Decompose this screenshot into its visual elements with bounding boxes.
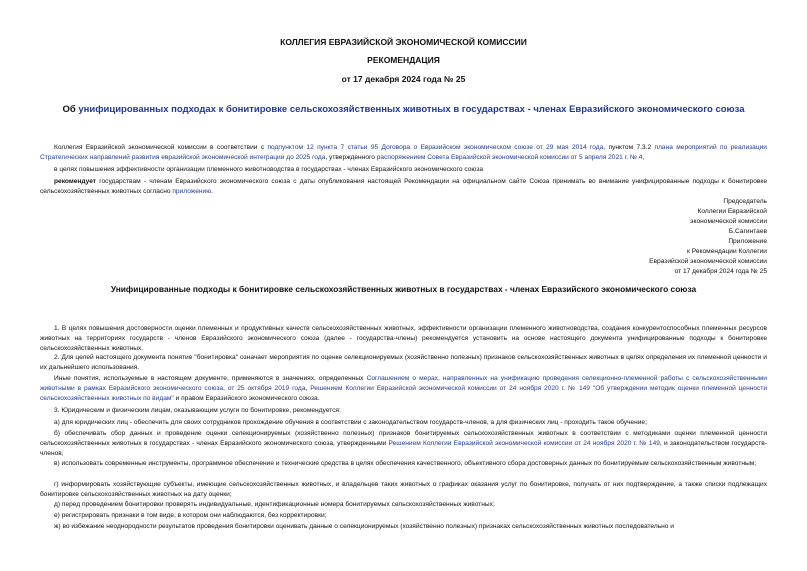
recommends-keyword: рекомендует <box>54 178 97 185</box>
title-prefix: Об <box>62 104 79 115</box>
section-1: 1. В целях повышения достоверности оценки племенных и продуктивных качеств сельскохозяйственных животных, эффективности организации племенного животноводства, создания конкурентоспособных племенных ресурсов животных на территориях государств - членов Евразийского экономического союза (далее - государства-члены) рекомендуется установить на основе настоящего документа унифицированные подходы к бонитировке сельскохозяйственных животных. <box>40 325 767 352</box>
text: , утвержденного <box>325 154 377 161</box>
text: и правом Евразийского экономического союза. <box>173 395 320 402</box>
doc-title <box>0 104 807 115</box>
link-plan[interactable]: плана мероприятий по реализации Стратегических направлений развития евразийской экономической интеграции до 2025 года <box>40 144 767 161</box>
item-b <box>40 429 767 459</box>
intro-paragraph-2: в целях повышения эффективности организации племенного животноводства в государствах - членах Евразийского экономического союза <box>54 166 484 173</box>
item-zh: ж) во избежание неоднородности результатов проведения бонитировки оценивать данные о селекционируемых (хозяйственно полезных) признаках сельскохозяйственных животных последовательно и <box>54 523 674 530</box>
text: , и законодательством государств-членов; <box>40 440 767 457</box>
item-v: в) использовать современные инструменты, программное обеспечение и технические средства в целях обеспечения качественного, объективного сбора достоверных данных по бонитируемым сельскохозяйственным животным; <box>54 460 757 467</box>
doc-date-number: от 17 декабря 2024 года № 25 <box>341 74 466 84</box>
link-treaty[interactable]: подпунктом 12 пункта 7 статьи 95 Договора о Евразийском экономическом союзе от 29 мая 2014 года <box>267 144 604 151</box>
section-2: 2. Для целей настоящего документа понятие "бонитировка" означает мероприятия по оценке селекционируемых (хозяйственно полезных) признаков сельскохозяйственных животных в целях определения их племенной ценности и их дальнейшего использования. <box>40 354 767 371</box>
doc-type: РЕКОМЕНДАЦИЯ <box>367 55 440 65</box>
signature-line: Председатель <box>723 198 767 205</box>
signature-line: Коллегии Евразийской <box>697 208 767 215</box>
appendix-line: Приложение <box>728 238 767 245</box>
item-g: г) информировать хозяйствующие субъекты, имеющие сельскохозяйственных животных, и владельцев таких животных о графиках оказания услуг по бонитировке, получать от них подтверждение, а также списки подлежащих бонитировке сельскохозяйственных животных на дату оценки; <box>40 481 767 498</box>
appendix-line: к Рекомендации Коллегии <box>687 248 767 255</box>
intro-paragraph-1 <box>40 143 767 163</box>
signature-line: экономической комиссии <box>690 218 767 225</box>
text: , <box>642 154 645 161</box>
text: , пунктом 7.3.2 <box>603 144 655 151</box>
link-agreement[interactable]: Соглашением о мерах, направленных на унификацию проведения селекционно-племенной работы с сельскохозяйственными животными в рамках Евразийского экономического союза, от 25 октября 2019 года <box>40 375 767 392</box>
signature-line: Б.Сагинтаев <box>728 228 767 235</box>
item-d: д) перед проведением бонитировки проверять индивидуальные, идентификационные номера бонитируемых сельскохозяйственных животных; <box>54 501 495 508</box>
text: , <box>305 385 311 392</box>
text: Коллегия Евразийской экономической комиссии в соответствии с <box>54 144 268 151</box>
org-title: КОЛЛЕГИЯ ЕВРАЗИЙСКОЙ ЭКОНОМИЧЕСКОЙ КОМИССИИ <box>280 37 527 47</box>
text: . <box>211 188 213 195</box>
text: б) обеспечивать сбор данных и проведение оценки селекционируемых (хозяйственно полезных) признаков бонитируемых сельскохозяйственных животных в соответствии с методиками оценки племенной ценности сельскохозяйственных животных в государствах - членах Евразийского экономического союза, утвержденными <box>40 430 767 447</box>
link-decision-149-b[interactable]: Решением Коллегии Евразийской экономической комиссии от 24 ноября 2020 г. № 149 <box>388 440 660 447</box>
text: Иные понятия, используемые в настоящем документе, применяются в значениях, определенных <box>54 375 367 382</box>
item-a: а) для юридических лиц - обеспечить для своих сотрудников прохождение обучения в соответствии с законодательством государств-членов, а для физических лиц - проходить такое обучение; <box>54 419 647 426</box>
section-3: 3. Юридическим и физическим лицам, оказывающим услуги по бонитировке, рекомендуется: <box>54 407 341 414</box>
title-link[interactable]: унифицированных подходах к бонитировке сельскохозяйственных животных в государствах - членах Евразийского экономического союза <box>78 104 745 115</box>
intro-paragraph-3 <box>40 177 767 197</box>
appendix-line: Евразийской экономической комиссии <box>649 258 767 265</box>
appendix-line: от 17 декабря 2024 года № 25 <box>674 268 767 275</box>
link-council-order[interactable]: распоряжением Совета Евразийской экономической комиссии от 5 апреля 2021 г. № 4 <box>376 154 643 161</box>
text: государствам - членам Евразийского экономического союза с даты опубликования настоящей Рекомендации на официальном сайте Союза принимать во внимание унифицированные подходы к бонитировке сельскохозяйственных животных согласно <box>40 178 767 195</box>
link-decision-149[interactable]: Решением Коллегии Евразийской экономической комиссии от 24 ноября 2020 г. № 149 "Об утверждении методик оценки племенной ценности сельскохозяйственных животных по видам" <box>40 385 768 402</box>
item-e: е) регистрировать признаки в том виде, в котором они наблюдаются, без корректировки; <box>54 512 327 519</box>
signature-block <box>649 197 767 277</box>
link-appendix[interactable]: приложению <box>172 188 212 195</box>
section-2-terms <box>40 374 767 404</box>
appendix-title: Унифицированные подходы к бонитировке сельскохозяйственных животных в государствах - членах Евразийского экономического союза <box>110 284 697 294</box>
